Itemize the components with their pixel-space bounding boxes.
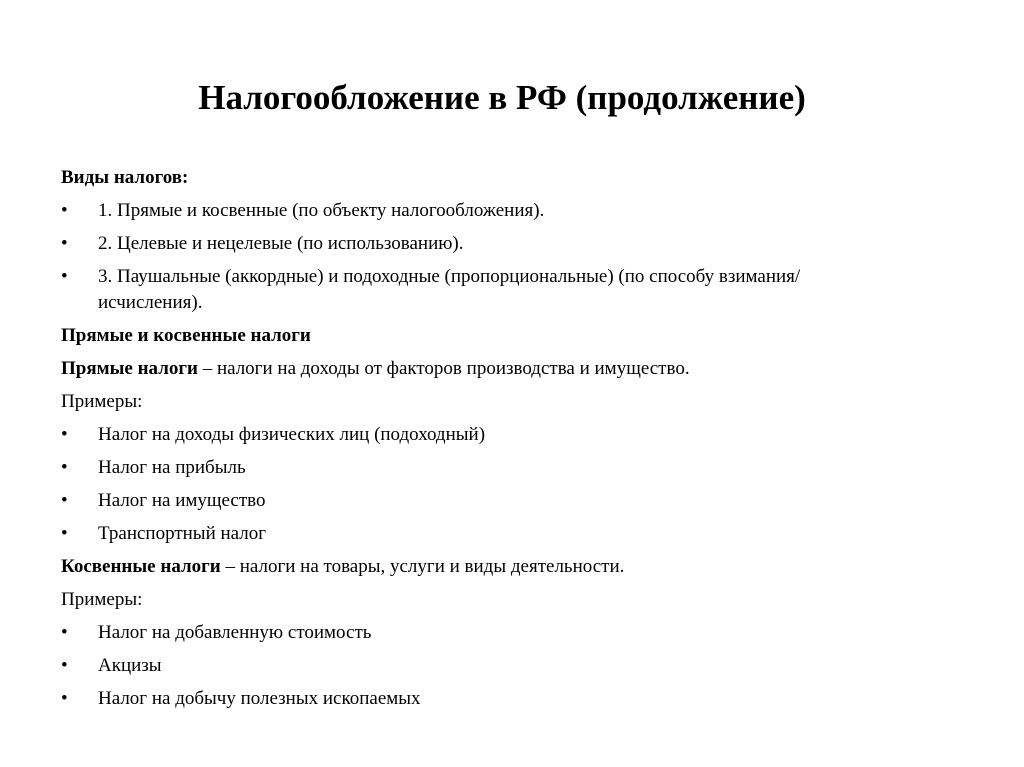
list-item-text: Налог на имущество [98, 490, 266, 511]
list-item-text: 1. Прямые и косвенные (по объекту налогообложения). [98, 200, 545, 221]
list-item [61, 653, 861, 679]
indirect-term: Косвенные налоги [61, 556, 221, 577]
list-item-text: Транспортный налог [98, 523, 267, 544]
list-item-text: Налог на добавленную стоимость [98, 622, 372, 643]
list-item [61, 488, 861, 514]
indirect-definition-text: – налоги на товары, услуги и виды деятельности. [220, 556, 625, 577]
list-item [61, 620, 861, 646]
list-item [61, 521, 861, 547]
bullet-icon: • [61, 266, 68, 287]
indirect-definition [61, 554, 861, 580]
bullet-icon: • [61, 490, 68, 511]
direct-term: Прямые налоги [61, 358, 198, 379]
list-item-text: 3. Паушальные (аккордные) и подоходные (пропорциональные) (по способу взимания/исчисления). [98, 266, 801, 313]
bullet-icon: • [61, 200, 68, 221]
list-item [61, 422, 861, 448]
direct-definition-text: – налоги на доходы от факторов производства и имущество. [197, 358, 690, 379]
list-item [61, 198, 861, 224]
list-item-text: Акцизы [98, 655, 162, 676]
types-heading: Виды налогов: [61, 167, 189, 188]
bullet-icon: • [61, 688, 68, 709]
list-item [61, 686, 861, 712]
bullet-icon: • [61, 457, 68, 478]
direct-definition [61, 356, 861, 382]
list-item-text: 2. Целевые и нецелевые (по использованию). [98, 233, 464, 254]
slide-content [61, 165, 861, 719]
examples-label: Примеры: [61, 589, 143, 610]
slide-title: Налогообложение в РФ (продолжение) [198, 78, 806, 117]
bullet-icon: • [61, 424, 68, 445]
list-item-text: Налог на доходы физических лиц (подоходный) [98, 424, 486, 445]
list-item [61, 231, 861, 257]
bullet-icon: • [61, 655, 68, 676]
examples-label: Примеры: [61, 391, 143, 412]
list-item-text: Налог на добычу полезных ископаемых [98, 688, 421, 709]
list-item-text: Налог на прибыль [98, 457, 246, 478]
list-item [61, 264, 861, 316]
bullet-icon: • [61, 233, 68, 254]
list-item [61, 455, 861, 481]
bullet-icon: • [61, 523, 68, 544]
section-heading: Прямые и косвенные налоги [61, 325, 311, 346]
bullet-icon: • [61, 622, 68, 643]
